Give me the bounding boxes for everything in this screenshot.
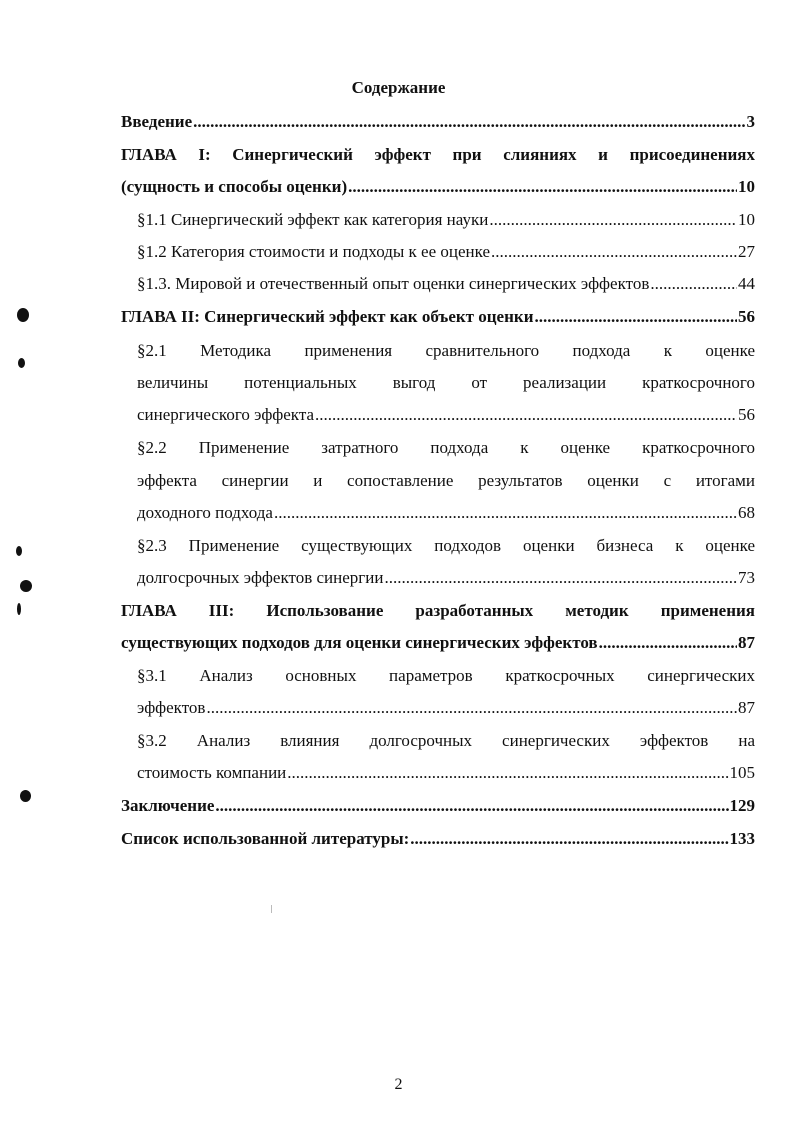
toc-page-number: 56	[738, 405, 755, 424]
scan-mark	[20, 790, 31, 802]
dot-leader	[315, 399, 737, 432]
dot-leader	[206, 692, 737, 725]
toc-entry-label: Заключение	[121, 796, 215, 815]
toc-page-number: 105	[729, 763, 755, 782]
toc-page-number: 56	[738, 307, 755, 326]
toc-entry-section-2-3[interactable]	[137, 562, 755, 595]
toc-section-2-3-line1[interactable]: §2.3 Применение существующих подходов оценки бизнеса к оценке	[137, 536, 755, 555]
toc-section-3-2-line1[interactable]: §3.2 Анализ влияния долгосрочных синергических эффектов на	[137, 731, 755, 750]
toc-entry-chapter-2[interactable]	[121, 301, 755, 334]
dot-leader	[489, 204, 737, 237]
scan-mark	[16, 546, 22, 556]
toc-entry-label: долгосрочных эффектов синергии	[137, 568, 384, 587]
page-title: Содержание	[351, 78, 446, 97]
toc-page-number: 10	[738, 210, 755, 229]
toc-entry-label: Введение	[121, 112, 193, 131]
dot-leader	[384, 562, 737, 595]
toc-entry-references[interactable]	[121, 823, 755, 856]
toc-page-number: 68	[738, 503, 755, 522]
toc-section-2-2-line2[interactable]: эффекта синергии и сопоставление результатов оценки с итогами	[137, 471, 755, 490]
scan-mark	[17, 603, 21, 615]
toc-section-2-1-line2[interactable]: величины потенциальных выгод от реализации краткосрочного	[137, 373, 755, 392]
scan-mark	[17, 308, 29, 322]
toc-entry-label: ГЛАВА II: Синергический эффект как объект оценки	[121, 307, 534, 326]
dot-leader	[491, 236, 737, 269]
dot-leader	[348, 171, 737, 204]
toc-entry-section-3-2[interactable]	[137, 757, 755, 790]
toc-page-number: 87	[738, 698, 755, 717]
toc-entry-intro[interactable]	[121, 106, 755, 139]
toc-page-number: 87	[738, 633, 755, 652]
dot-leader	[287, 757, 728, 790]
scan-mark	[18, 358, 25, 368]
toc-page-number: 10	[738, 177, 755, 196]
toc-chapter-1-line1[interactable]: ГЛАВА I: Синергический эффект при слияниях и присоединениях	[121, 145, 755, 164]
scan-mark	[20, 580, 32, 592]
dot-leader	[410, 823, 728, 856]
toc-page-number: 44	[738, 274, 755, 293]
dot-leader	[215, 790, 728, 823]
toc-entry-section-2-2[interactable]	[137, 497, 755, 530]
scan-mark	[271, 905, 272, 913]
toc-entry-label: §1.3. Мировой и отечественный опыт оценки синергических эффектов	[137, 274, 650, 293]
toc-page-number: 133	[729, 829, 755, 848]
toc-section-3-1-line1[interactable]: §3.1 Анализ основных параметров краткосрочных синергических	[137, 666, 755, 685]
toc-entry-section-2-1[interactable]	[137, 399, 755, 432]
toc-entry-label: Список использованной литературы:	[121, 829, 410, 848]
toc-entry-label: эффектов	[137, 698, 206, 717]
dot-leader	[599, 627, 737, 660]
toc-page-number: 27	[738, 242, 755, 261]
toc-entry-label: (сущность и способы оценки)	[121, 177, 348, 196]
toc-page-number: 129	[729, 796, 755, 815]
toc-entry-label: стоимость компании	[137, 763, 287, 782]
toc-entry-label: синергического эффекта	[137, 405, 315, 424]
toc-entry-section-1-2[interactable]	[137, 236, 755, 269]
toc-entry-label: §1.1 Синергический эффект как категория науки	[137, 210, 489, 229]
toc-page-number: 3	[746, 112, 755, 131]
toc-entry-section-1-3[interactable]	[137, 268, 755, 301]
toc-entry-label: доходного подхода	[137, 503, 273, 522]
toc-entry-chapter-3[interactable]	[121, 627, 755, 660]
dot-leader	[650, 268, 737, 301]
toc-page-number: 73	[738, 568, 755, 587]
dot-leader	[534, 301, 737, 334]
dot-leader	[274, 497, 737, 530]
toc-entry-label: §1.2 Категория стоимости и подходы к ее оценке	[137, 242, 491, 261]
page-number: 2	[394, 1076, 403, 1093]
dot-leader	[193, 106, 745, 139]
toc-section-2-2-line1[interactable]: §2.2 Применение затратного подхода к оценке краткосрочного	[137, 438, 755, 457]
toc-chapter-3-line1[interactable]: ГЛАВА III: Использование разработанных методик применения	[121, 601, 755, 620]
toc-entry-conclusion[interactable]	[121, 790, 755, 823]
toc-entry-section-1-1[interactable]	[137, 204, 755, 237]
toc-section-2-1-line1[interactable]: §2.1 Методика применения сравнительного подхода к оценке	[137, 341, 755, 360]
toc-entry-section-3-1[interactable]	[137, 692, 755, 725]
toc-entry-label: существующих подходов для оценки синергических эффектов	[121, 633, 598, 652]
toc-entry-chapter-1[interactable]	[121, 171, 755, 204]
